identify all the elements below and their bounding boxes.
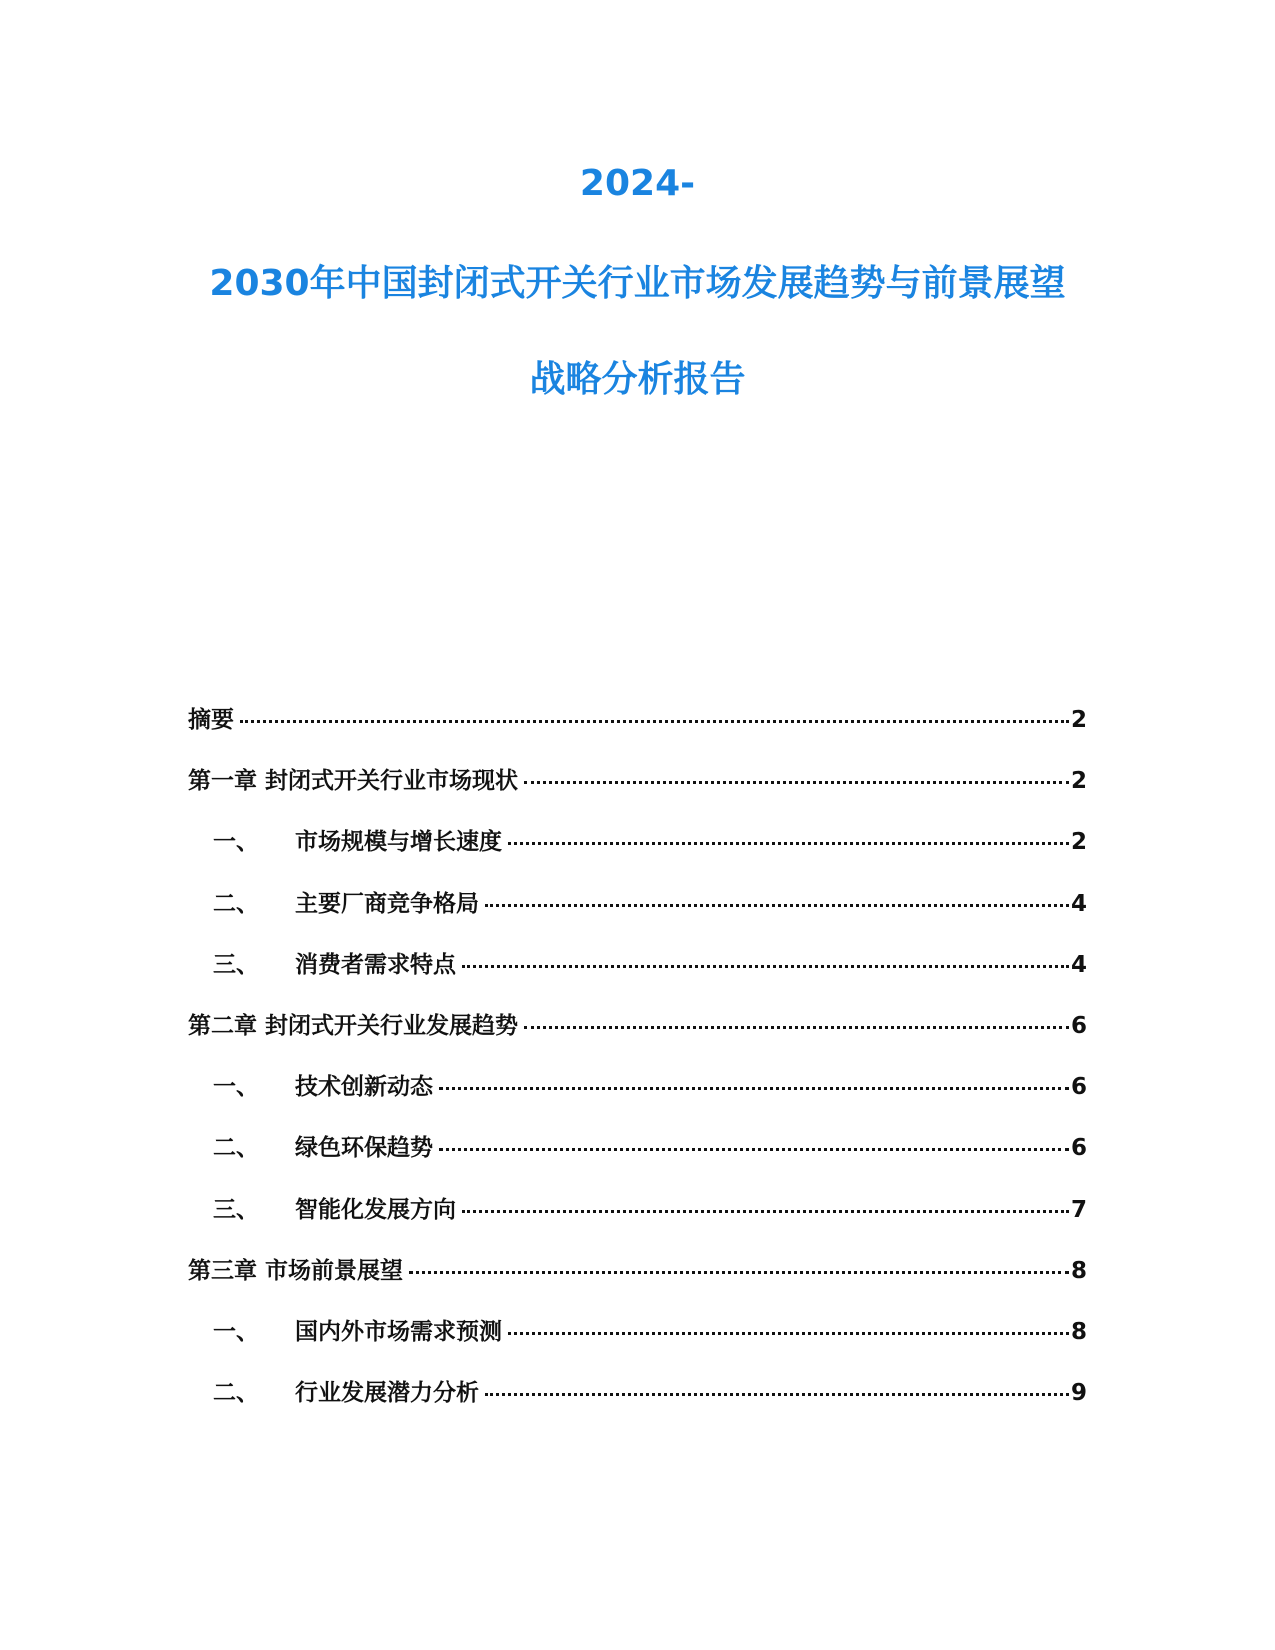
toc-entry[interactable] (188, 1314, 1087, 1350)
toc-entry-text: 智能化发展方向 (295, 1196, 456, 1223)
toc-dot-leader (524, 781, 1069, 784)
toc-page-number: 2 (1071, 768, 1088, 795)
toc-entry-text: 消费者需求特点 (295, 951, 456, 978)
toc-entry[interactable] (188, 824, 1087, 860)
toc-entry-number: 三、 (213, 951, 259, 978)
toc-entry-label (188, 947, 456, 983)
toc-entry-label (188, 1253, 403, 1289)
toc-entry-number: 一、 (213, 1074, 259, 1101)
toc-dot-leader (508, 842, 1069, 845)
toc-entry[interactable] (188, 1130, 1087, 1166)
toc-page-number: 2 (1071, 707, 1088, 733)
title-line-3: 战略分析报告 (529, 359, 746, 400)
toc-page-number: 6 (1071, 1074, 1088, 1101)
toc-page-number: 6 (1071, 1013, 1088, 1039)
toc-entry-label (188, 886, 479, 922)
toc-page-number: 9 (1071, 1380, 1088, 1407)
toc-entry[interactable] (188, 763, 1087, 799)
toc-dot-leader (462, 1210, 1069, 1213)
toc-page-number: 8 (1071, 1257, 1088, 1284)
toc-dot-leader (508, 1332, 1069, 1335)
toc-entry[interactable] (188, 1253, 1087, 1289)
toc-dot-leader (485, 904, 1069, 907)
toc-entry[interactable] (188, 702, 1087, 738)
toc-entry-label (188, 763, 518, 799)
toc-entry-text: 第三章 市场前景展望 (188, 1257, 404, 1284)
toc-entry-text: 国内外市场需求预测 (295, 1319, 502, 1345)
toc-entry-label (188, 1192, 456, 1228)
toc-page-number: 8 (1071, 1319, 1088, 1345)
toc-entry-text: 行业发展潜力分析 (295, 1380, 479, 1407)
toc-entry-number: 三、 (213, 1196, 259, 1223)
toc-entry[interactable] (188, 947, 1087, 983)
toc-entry-number: 二、 (213, 1135, 259, 1162)
toc-entry[interactable] (188, 1192, 1087, 1228)
toc-entry[interactable] (188, 1008, 1087, 1044)
toc-entry-text: 技术创新动态 (295, 1074, 433, 1101)
title-line-1: 2024- (579, 163, 696, 204)
toc-entry-label (188, 824, 502, 860)
toc-dot-leader (524, 1026, 1069, 1029)
toc-entry-text: 第一章 封闭式开关行业市场现状 (188, 768, 519, 795)
toc-entry-text: 主要厂商竞争格局 (295, 890, 479, 917)
toc-dot-leader (462, 965, 1069, 968)
toc-dot-leader (485, 1393, 1069, 1396)
toc-page-number: 4 (1071, 951, 1088, 978)
toc-entry[interactable] (188, 1375, 1087, 1411)
toc-entry-label (188, 702, 234, 738)
toc-entry-label (188, 1069, 433, 1105)
toc-entry-number: 二、 (213, 890, 259, 917)
toc-entry-text: 第二章 封闭式开关行业发展趋势 (188, 1013, 519, 1039)
toc-dot-leader (240, 720, 1069, 723)
toc-entry-number: 二、 (213, 1380, 259, 1407)
toc-dot-leader (439, 1087, 1069, 1090)
title-line-2: 2030年中国封闭式开关行业市场发展趋势与前景展望 (209, 263, 1066, 304)
toc-entry-label (188, 1314, 502, 1350)
toc-entry[interactable] (188, 886, 1087, 922)
toc-entry-number: 一、 (213, 829, 259, 856)
toc-entry[interactable] (188, 1069, 1087, 1105)
toc-entry-label (188, 1008, 518, 1044)
toc-entry-text: 绿色环保趋势 (295, 1135, 433, 1162)
toc-page-number: 2 (1071, 829, 1088, 856)
toc-dot-leader (409, 1271, 1069, 1274)
toc-dot-leader (439, 1148, 1069, 1151)
toc-page-number: 7 (1071, 1196, 1088, 1223)
toc-page-number: 4 (1071, 890, 1088, 917)
toc-entry-label (188, 1375, 479, 1411)
toc-entry-number: 一、 (213, 1319, 259, 1345)
toc-page-number: 6 (1071, 1135, 1088, 1162)
toc-entry-text: 摘要 (188, 707, 234, 733)
toc-entry-label (188, 1130, 433, 1166)
toc-entry-text: 市场规模与增长速度 (295, 829, 502, 856)
